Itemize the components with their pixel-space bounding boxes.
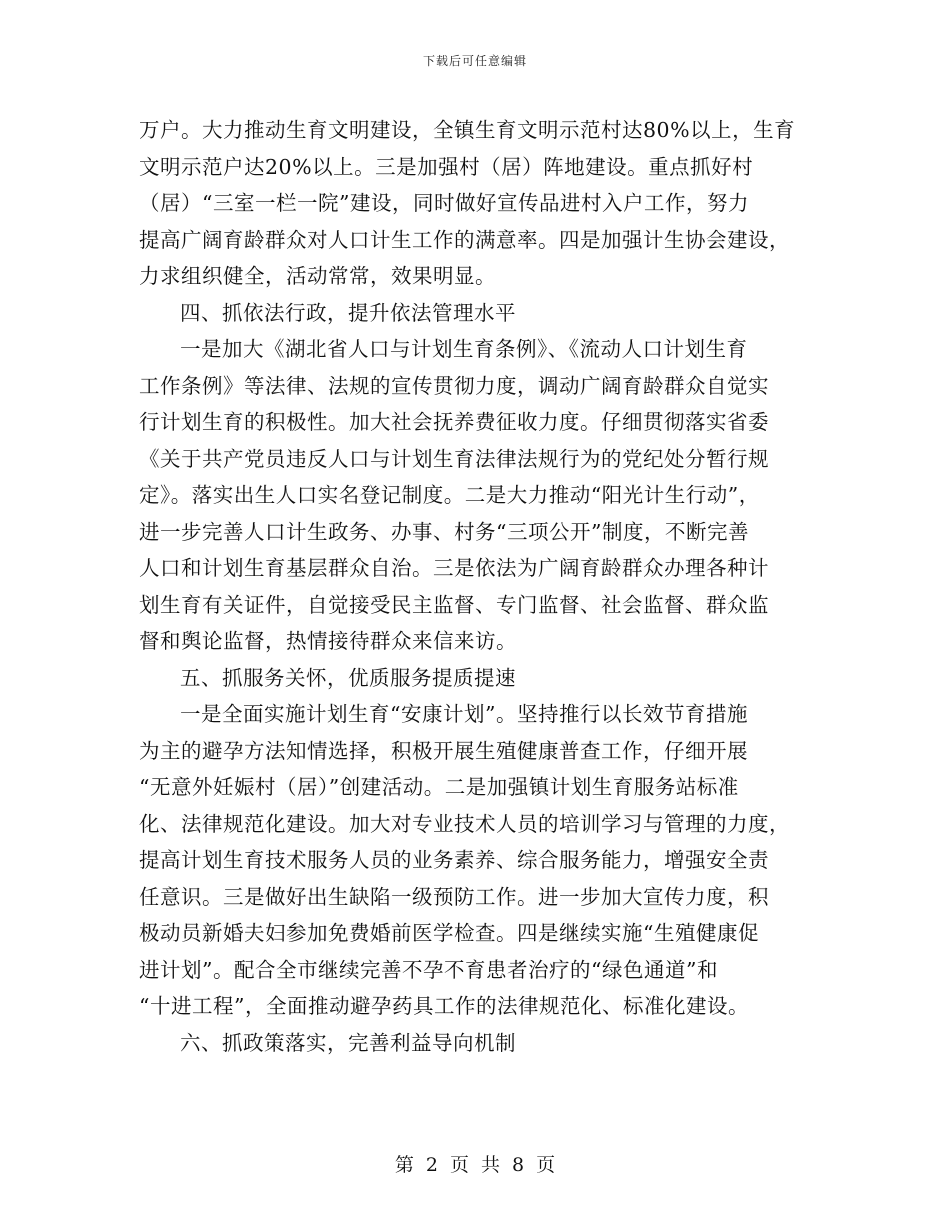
body-line: 极动员新婚夫妇参加免费婚前医学检查。四是继续实施“生殖健康促 (139, 921, 759, 945)
body-line: “十进工程”，全面推动避孕药具工作的法律规范化、标准化建设。 (139, 994, 749, 1018)
body-line: 万户。大力推动生育文明建设，全镇生育文明示范村达80%以上，生育 (139, 118, 796, 142)
document-body (139, 112, 819, 1061)
section-heading: 六、抓政策落实，完善利益导向机制 (180, 1030, 516, 1055)
body-line: 力求组织健全，活动常常，效果明显。 (139, 264, 496, 288)
body-line: 任意识。三是做好出生缺陷一级预防工作。进一步加大宣传力度，积 (139, 884, 769, 909)
body-line: 督和舆论监督，热情接待群众来信来访。 (139, 629, 517, 653)
body-line: 《关于共产党员违反人口与计划生育法律法规行为的党纪处分暂行规 (139, 446, 769, 471)
body-line: 一是全面实施计划生育“安康计划”。坚持推行以长效节育措施 (180, 702, 748, 726)
page-number-footer: 第 2 页 共 8 页 (394, 1154, 556, 1176)
body-line: 工作条例》等法律、法规的宣传贯彻力度，调动广阔育龄群众自觉实 (139, 373, 769, 398)
body-line: 为主的避孕方法知情选择，积极开展生殖健康普查工作，仔细开展 (139, 738, 748, 763)
body-line: 进计划”。配合全市继续完善不孕不育患者治疗的“绿色通道”和 (139, 957, 718, 982)
section-heading: 四、抓依法行政，提升依法管理水平 (180, 300, 516, 325)
body-line: 人口和计划生育基层群众自治。三是依法为广阔育龄群众办理各种计 (139, 556, 769, 580)
section-heading: 五、抓服务关怀，优质服务提质提速 (180, 665, 516, 690)
body-line: 定》。落实出生人口实名登记制度。二是大力推动“阳光计生行动”， (139, 483, 760, 507)
body-line: 划生育有关证件，自觉接受民主监督、专门监督、社会监督、群众监 (139, 592, 769, 617)
body-line: 文明示范户达20%以上。三是加强村（居）阵地建设。重点抓好村 (139, 154, 754, 179)
body-line: 行计划生育的积极性。加大社会抚养费征收力度。仔细贯彻落实省委 (139, 410, 769, 434)
body-line: 一是加大《湖北省人口与计划生育条例》、《流动人口计划生育 (180, 337, 748, 361)
page-header: 下载后可任意编辑 (422, 54, 527, 68)
body-line: 提高广阔育龄群众对人口计生工作的满意率。四是加强计生协会建设， (139, 227, 790, 252)
body-line: 化、法律规范化建设。加大对专业技术人员的培训学习与管理的力度， (139, 811, 790, 836)
body-line: 提高计划生育技术服务人员的业务素养、综合服务能力，增强安全责 (139, 848, 769, 872)
body-line: “无意外妊娠村（居）”创建活动。二是加强镇计划生育服务站标准 (139, 775, 739, 799)
body-line: （居）“三室一栏一院”建设，同时做好宣传品进村入户工作，努力 (139, 191, 749, 215)
body-line: 进一步完善人口计生政务、办事、村务“三项公开”制度，不断完善 (139, 519, 749, 544)
